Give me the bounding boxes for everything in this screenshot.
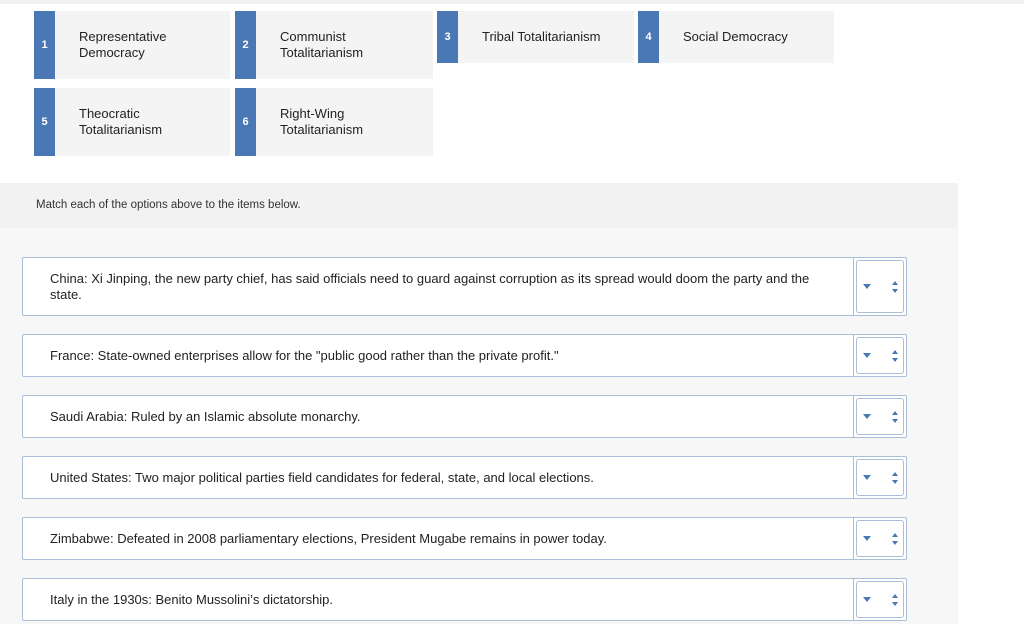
option-label: Communist Totalitarianism <box>256 11 433 79</box>
option-number: 2 <box>235 11 256 79</box>
match-select[interactable] <box>854 517 907 560</box>
match-item-text: France: State-owned enterprises allow for the "public good rather than the private profit." <box>22 334 854 377</box>
option-label: Theocratic Totalitarianism <box>55 88 230 156</box>
dropdown-arrow-icon <box>863 475 871 480</box>
dropdown-arrow-icon <box>863 536 871 541</box>
match-item-text: Zimbabwe: Defeated in 2008 parliamentary elections, President Mugabe remains in power today. <box>22 517 854 560</box>
option-2[interactable] <box>235 11 433 79</box>
top-divider <box>0 0 1024 4</box>
sort-arrows-icon <box>892 281 900 293</box>
match-item-text: Saudi Arabia: Ruled by an Islamic absolute monarchy. <box>22 395 854 438</box>
dropdown-arrow-icon <box>863 597 871 602</box>
option-label: Right-Wing Totalitarianism <box>256 88 433 156</box>
match-select[interactable] <box>854 578 907 621</box>
dropdown-arrow-icon <box>863 353 871 358</box>
option-label: Tribal Totalitarianism <box>458 11 634 63</box>
option-label: Representative Democracy <box>55 11 230 79</box>
match-select[interactable] <box>854 395 907 438</box>
match-select[interactable] <box>854 456 907 499</box>
sort-arrows-icon <box>892 472 900 484</box>
option-1[interactable] <box>34 11 230 79</box>
dropdown-arrow-icon <box>863 414 871 419</box>
sort-arrows-icon <box>892 533 900 545</box>
match-item-text: United States: Two major political parties field candidates for federal, state, and local elections. <box>22 456 854 499</box>
match-select[interactable] <box>854 334 907 377</box>
match-item-6 <box>22 578 907 621</box>
option-4[interactable] <box>638 11 834 63</box>
instructions-text: Match each of the options above to the items below. <box>36 199 301 211</box>
option-number: 5 <box>34 88 55 156</box>
match-select[interactable] <box>854 257 907 316</box>
dropdown-arrow-icon <box>863 284 871 289</box>
option-3[interactable] <box>437 11 634 63</box>
match-item-text: Italy in the 1930s: Benito Mussolini’s dictatorship. <box>22 578 854 621</box>
sort-arrows-icon <box>892 350 900 362</box>
options-bank <box>34 11 854 161</box>
option-label: Social Democracy <box>659 11 834 63</box>
option-6[interactable] <box>235 88 433 156</box>
option-number: 6 <box>235 88 256 156</box>
option-number: 3 <box>437 11 458 63</box>
option-number: 1 <box>34 11 55 79</box>
match-item-1 <box>22 257 907 316</box>
match-item-3 <box>22 395 907 438</box>
match-item-2 <box>22 334 907 377</box>
match-item-text: China: Xi Jinping, the new party chief, has said officials need to guard against corruption as its spread would doom the party and the state. <box>22 257 854 316</box>
option-5[interactable] <box>34 88 230 156</box>
sort-arrows-icon <box>892 411 900 423</box>
match-item-4 <box>22 456 907 499</box>
option-number: 4 <box>638 11 659 63</box>
sort-arrows-icon <box>892 594 900 606</box>
match-item-5 <box>22 517 907 560</box>
